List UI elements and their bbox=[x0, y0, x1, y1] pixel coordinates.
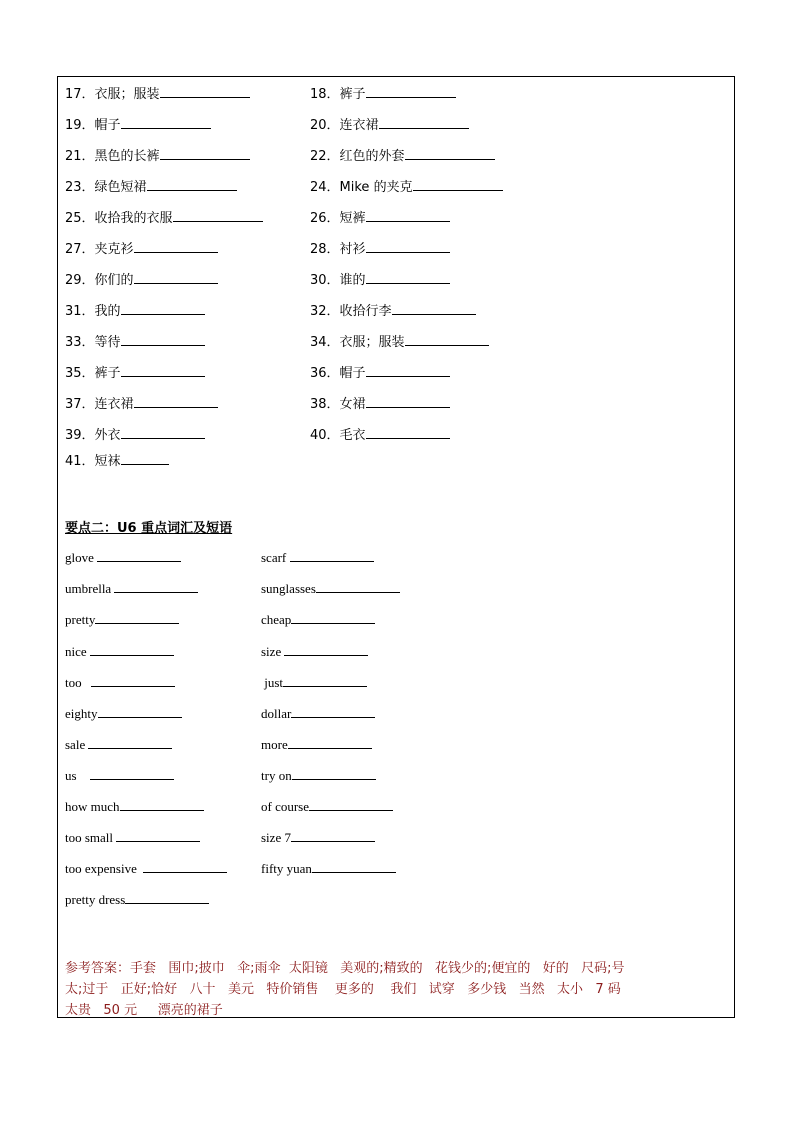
vocab-label: fifty yuan bbox=[261, 861, 312, 876]
section-heading: 要点二：U6 重点词汇及短语 bbox=[65, 521, 233, 536]
reference-answers bbox=[65, 958, 685, 1021]
list-item bbox=[65, 426, 205, 444]
vocab-label: pretty dress bbox=[65, 892, 126, 907]
answer-blank[interactable] bbox=[405, 333, 489, 346]
vocab-label: sale bbox=[65, 737, 89, 752]
answer-blank[interactable] bbox=[90, 767, 174, 780]
list-item bbox=[65, 452, 169, 470]
item-label: 33．等待 bbox=[65, 335, 121, 350]
item-label: 40．毛衣 bbox=[310, 428, 366, 443]
list-item bbox=[65, 611, 179, 628]
item-label: 29．你们的 bbox=[65, 273, 134, 288]
item-label: 24．Mike 的夹克 bbox=[310, 180, 413, 195]
list-item bbox=[65, 891, 209, 908]
answer-blank[interactable] bbox=[160, 85, 250, 98]
list-item bbox=[65, 85, 250, 103]
answer-line: 参考答案：手套 围巾;披巾 伞;雨伞 太阳镜 美观的;精致的 花钱少的;便宜的 好的 尺码;号 bbox=[65, 961, 625, 976]
item-label: 31．我的 bbox=[65, 304, 121, 319]
list-item bbox=[65, 271, 218, 289]
list-item bbox=[261, 767, 376, 784]
item-label: 28．衬衫 bbox=[310, 242, 366, 257]
answer-blank[interactable] bbox=[312, 860, 396, 873]
list-item bbox=[65, 580, 198, 597]
list-item bbox=[310, 364, 450, 382]
list-item bbox=[261, 860, 396, 877]
vocab-label: pretty bbox=[65, 612, 96, 627]
item-label: 36．帽子 bbox=[310, 366, 366, 381]
answer-blank[interactable] bbox=[98, 705, 182, 718]
answer-blank[interactable] bbox=[366, 271, 450, 284]
answer-blank[interactable] bbox=[134, 271, 218, 284]
list-item bbox=[261, 549, 374, 566]
item-label: 26．短裤 bbox=[310, 211, 366, 226]
answer-line: 太;过于 正好;恰好 八十 美元 特价销售 更多的 我们 试穿 多少钱 当然 太小 7 码 bbox=[65, 982, 621, 997]
answer-blank[interactable] bbox=[121, 116, 211, 129]
answer-blank[interactable] bbox=[379, 116, 469, 129]
answer-blank[interactable] bbox=[134, 395, 218, 408]
list-item bbox=[310, 116, 469, 134]
item-label: 34．衣服；服装 bbox=[310, 335, 405, 350]
list-item bbox=[65, 860, 227, 877]
answer-blank[interactable] bbox=[291, 705, 375, 718]
list-item bbox=[261, 829, 375, 846]
answer-blank[interactable] bbox=[88, 736, 172, 749]
vocab-label: sunglasses bbox=[261, 581, 316, 596]
vocab-label: glove bbox=[65, 550, 98, 565]
vocab-label: umbrella bbox=[65, 581, 115, 596]
vocab-label: dollar bbox=[261, 706, 292, 721]
answer-blank[interactable] bbox=[114, 580, 198, 593]
answer-blank[interactable] bbox=[95, 611, 179, 624]
vocab-label: us bbox=[65, 768, 90, 783]
answer-blank[interactable] bbox=[288, 736, 372, 749]
vocab-label: nice bbox=[65, 644, 90, 659]
answer-blank[interactable] bbox=[147, 178, 237, 191]
answer-blank[interactable] bbox=[173, 209, 263, 222]
answer-blank[interactable] bbox=[90, 643, 174, 656]
answer-blank[interactable] bbox=[91, 674, 175, 687]
answer-blank[interactable] bbox=[160, 147, 250, 160]
item-label: 21．黑色的长裤 bbox=[65, 149, 160, 164]
vocab-label: try on bbox=[261, 768, 292, 783]
vocab-label: too small bbox=[65, 830, 117, 845]
answer-blank[interactable] bbox=[291, 611, 375, 624]
list-item bbox=[310, 426, 450, 444]
list-item bbox=[261, 674, 367, 691]
answer-blank[interactable] bbox=[292, 767, 376, 780]
answer-blank[interactable] bbox=[121, 333, 205, 346]
list-item bbox=[261, 611, 375, 628]
list-item bbox=[65, 240, 218, 258]
item-label: 32．收拾行李 bbox=[310, 304, 392, 319]
answer-blank[interactable] bbox=[366, 85, 456, 98]
list-item bbox=[65, 549, 181, 566]
item-label: 22．红色的外套 bbox=[310, 149, 405, 164]
item-label: 35．裤子 bbox=[65, 366, 121, 381]
vocab-label: scarf bbox=[261, 550, 290, 565]
list-item bbox=[261, 736, 372, 753]
list-item bbox=[65, 705, 182, 722]
list-item bbox=[261, 798, 393, 815]
list-item bbox=[65, 147, 250, 165]
vocab-label: eighty bbox=[65, 706, 98, 721]
list-item bbox=[261, 705, 375, 722]
vocab-label: how much bbox=[65, 799, 120, 814]
answer-blank[interactable] bbox=[284, 643, 368, 656]
answer-blank[interactable] bbox=[121, 364, 205, 377]
list-item bbox=[261, 643, 368, 660]
answer-blank[interactable] bbox=[116, 829, 200, 842]
list-item bbox=[65, 333, 205, 351]
item-label: 30．谁的 bbox=[310, 273, 366, 288]
answer-blank[interactable] bbox=[143, 860, 227, 873]
item-label: 41．短袜 bbox=[65, 454, 121, 469]
list-item bbox=[310, 302, 476, 320]
list-item bbox=[65, 674, 175, 691]
list-item bbox=[65, 767, 174, 784]
list-item bbox=[65, 178, 237, 196]
list-item bbox=[65, 643, 174, 660]
answer-blank[interactable] bbox=[366, 426, 450, 439]
list-item bbox=[65, 209, 263, 227]
item-label: 18．裤子 bbox=[310, 87, 366, 102]
list-item bbox=[261, 580, 400, 597]
list-item bbox=[65, 798, 204, 815]
answer-blank[interactable] bbox=[120, 798, 204, 811]
item-label: 27．夹克衫 bbox=[65, 242, 134, 257]
vocab-label: of course bbox=[261, 799, 310, 814]
item-label: 39．外衣 bbox=[65, 428, 121, 443]
vocab-label: cheap bbox=[261, 612, 292, 627]
list-item bbox=[310, 240, 450, 258]
list-item bbox=[310, 333, 489, 351]
vocab-label: too expensive bbox=[65, 861, 144, 876]
answer-blank[interactable] bbox=[405, 147, 495, 160]
answer-blank[interactable] bbox=[125, 891, 209, 904]
answer-blank[interactable] bbox=[121, 426, 205, 439]
answer-blank[interactable] bbox=[413, 178, 503, 191]
list-item bbox=[310, 147, 495, 165]
list-item bbox=[310, 85, 456, 103]
list-item bbox=[310, 209, 450, 227]
list-item bbox=[310, 178, 503, 196]
list-item bbox=[65, 829, 200, 846]
item-label: 17．衣服；服装 bbox=[65, 87, 160, 102]
answer-blank[interactable] bbox=[309, 798, 393, 811]
list-item bbox=[310, 395, 450, 413]
vocab-label: size 7 bbox=[261, 830, 291, 845]
item-label: 23．绿色短裙 bbox=[65, 180, 147, 195]
answer-blank[interactable] bbox=[291, 829, 375, 842]
list-item bbox=[65, 364, 205, 382]
answer-blank[interactable] bbox=[366, 209, 450, 222]
answer-blank[interactable] bbox=[134, 240, 218, 253]
answer-blank[interactable] bbox=[316, 580, 400, 593]
answer-blank[interactable] bbox=[283, 674, 367, 687]
answer-blank[interactable] bbox=[366, 240, 450, 253]
item-label: 38．女裙 bbox=[310, 397, 366, 412]
answer-blank[interactable] bbox=[366, 364, 450, 377]
answer-blank[interactable] bbox=[366, 395, 450, 408]
list-item bbox=[65, 116, 211, 134]
list-item bbox=[310, 271, 450, 289]
list-item bbox=[65, 736, 172, 753]
item-label: 37．连衣裙 bbox=[65, 397, 134, 412]
vocab-label: more bbox=[261, 737, 288, 752]
list-item bbox=[65, 395, 218, 413]
vocab-label: just bbox=[261, 675, 284, 690]
answer-blank[interactable] bbox=[121, 452, 169, 465]
list-item bbox=[65, 302, 205, 320]
item-label: 20．连衣裙 bbox=[310, 118, 379, 133]
answer-blank[interactable] bbox=[97, 549, 181, 562]
answer-blank[interactable] bbox=[392, 302, 476, 315]
answer-blank[interactable] bbox=[121, 302, 205, 315]
item-label: 25．收拾我的衣服 bbox=[65, 211, 173, 226]
answer-line: 太贵 50 元 漂亮的裙子 bbox=[65, 1003, 223, 1018]
vocab-label: too bbox=[65, 675, 92, 690]
answer-blank[interactable] bbox=[290, 549, 374, 562]
item-label: 19．帽子 bbox=[65, 118, 121, 133]
vocab-label: size bbox=[261, 644, 285, 659]
